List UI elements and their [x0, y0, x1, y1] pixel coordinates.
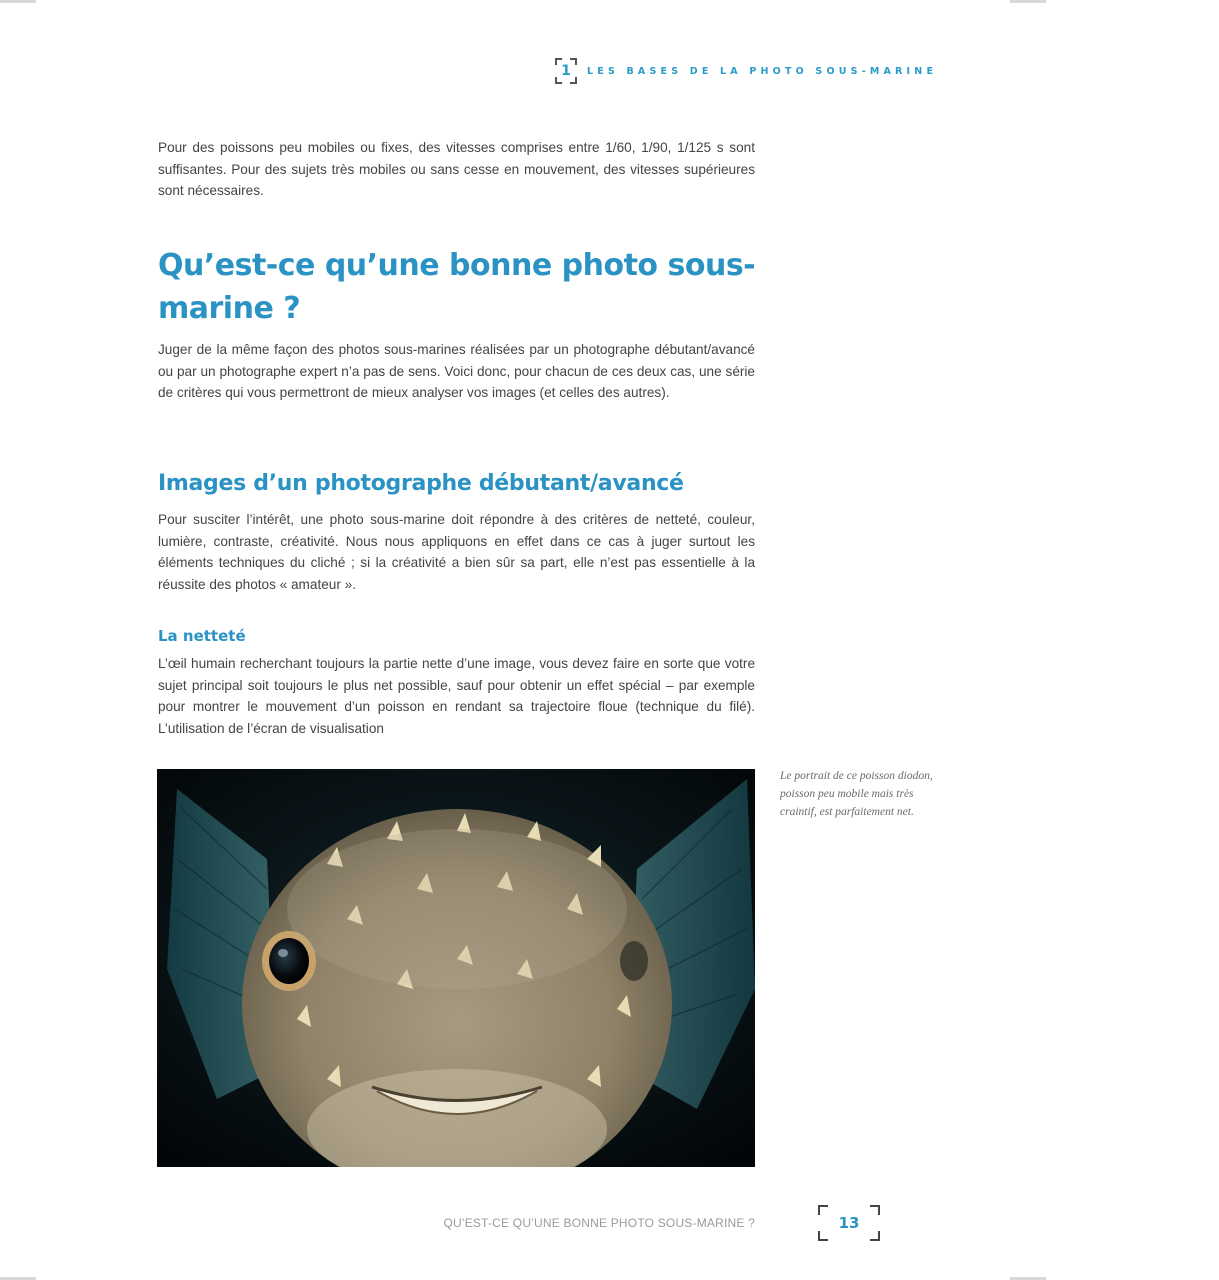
page-number: 13: [838, 1214, 860, 1232]
page-number-box: [818, 1205, 880, 1241]
crop-mark-top-left: [0, 0, 36, 3]
intro-block: [158, 137, 755, 202]
intro-paragraph: Pour des poissons peu mobiles ou fixes, des vitesses comprises entre 1/60, 1/90, 1/125 s sont suffisantes. Pour des sujets très mobiles ou sans cesse en mouvement, des vitesses supérieures sont nécessaires.: [158, 140, 755, 198]
section-body: [158, 339, 755, 404]
footer-running-text: QU’EST-CE QU’UNE BONNE PHOTO SOUS-MARINE ?: [443, 1216, 755, 1230]
photo-caption: Le portrait de ce poisson diodon, poisson peu mobile mais très craintif, est parfaitement net.: [780, 770, 933, 818]
running-head: [555, 58, 937, 84]
subsection-title: Images d’un photographe débutant/avancé: [158, 471, 684, 496]
pufferfish-photo: [157, 769, 755, 1167]
minor-section-title: La netteté: [158, 627, 246, 645]
section-title: Qu’est-ce qu’une bonne photo sous-marine ?: [158, 248, 756, 326]
minor-section-paragraph: L’œil humain recherchant toujours la partie nette d’une image, vous devez faire en sorte que votre sujet principal soit toujours le plus net possible, sauf pour obtenir un effet spécial – par exemple pour montrer le mouvement d’un poisson en rendant sa trajectoire floue (technique du filé). L’utilisation de l’écran de visualisation: [158, 656, 755, 736]
section-paragraph: Juger de la même façon des photos sous-marines réalisées par un photographe débutant/avancé ou par un photographe expert n’a pas de sens. Voici donc, pour chacun de ces deux cas, une série de critères qui vous permettront de mieux analyser vos images (et celles des autres).: [158, 342, 755, 400]
running-title: LES BASES DE LA PHOTO SOUS-MARINE: [587, 65, 938, 77]
subsection-paragraph: Pour susciter l’intérêt, une photo sous-marine doit répondre à des critères de netteté, couleur, lumière, contraste, créativité. Nous nous appliquons en effet dans ce cas à juger surtout les éléments techniques du cliché ; si la créativité a bien sûr sa part, elle n’est pas essentielle à la réussite des photos « amateur ».: [158, 512, 755, 592]
minor-section-body: [158, 653, 755, 739]
chapter-number: 1: [561, 63, 571, 79]
chapter-number-box: [555, 58, 577, 84]
crop-mark-top-right: [1010, 0, 1046, 3]
subsection-body: [158, 509, 755, 595]
